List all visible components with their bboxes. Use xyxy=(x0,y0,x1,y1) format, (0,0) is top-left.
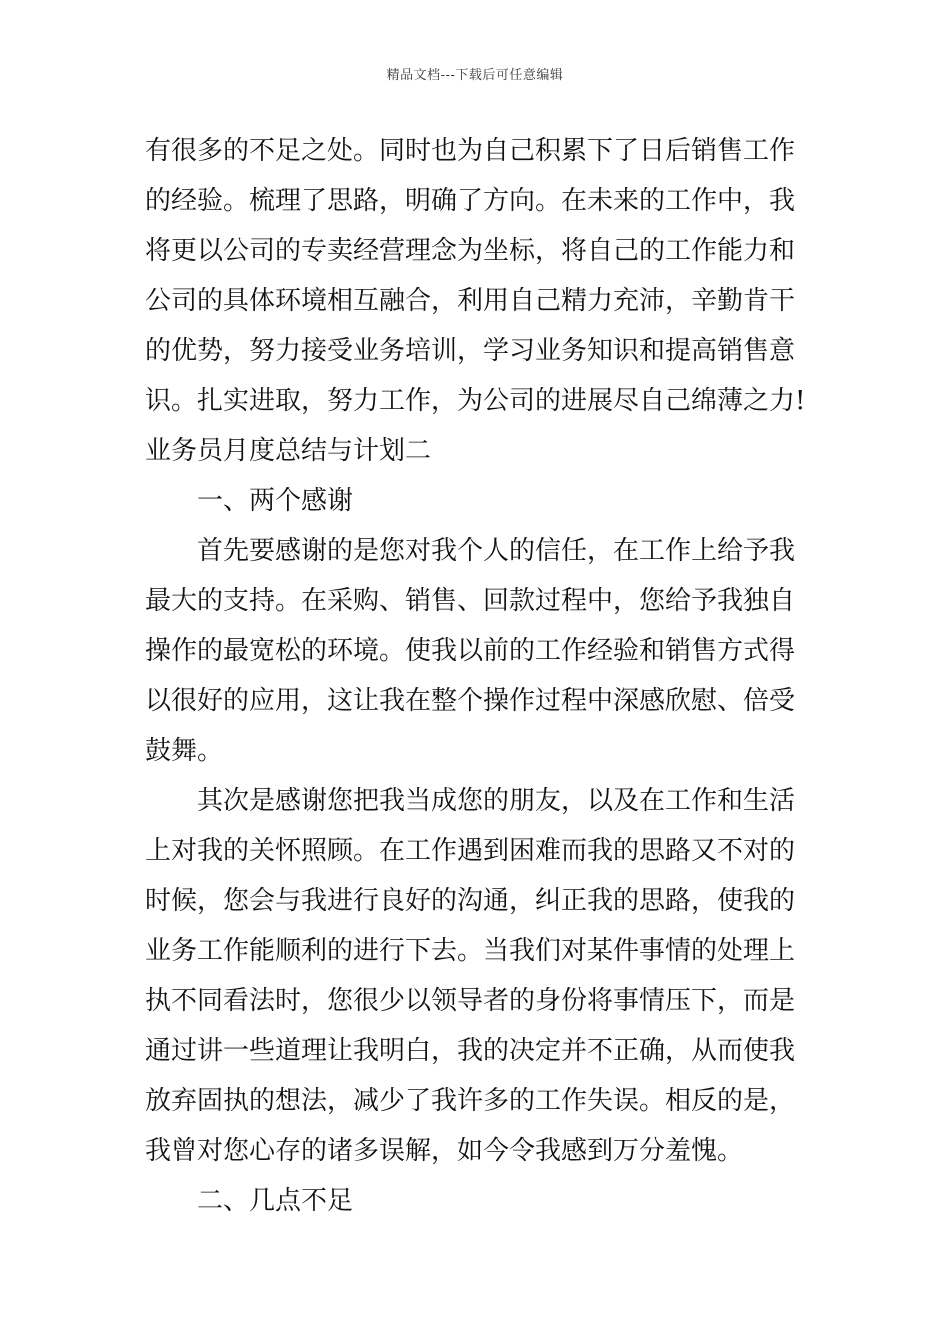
text-line: 放弃固执的想法，减少了我许多的工作失误。相反的是， xyxy=(145,1086,796,1116)
text-line: 通过讲一些道理让我明白，我的决定并不正确，从而使我 xyxy=(145,1036,796,1066)
text-line: 识。扎实进取，努力工作，为公司的进展尽自己绵薄之力! xyxy=(145,386,806,416)
text-line: 上对我的关怀照顾。在工作遇到困难而我的思路又不对的 xyxy=(145,836,796,866)
text-line: 以很好的应用，这让我在整个操作过程中深感欣慰、倍受 xyxy=(145,686,796,716)
text-line: 执不同看法时，您很少以领导者的身份将事情压下，而是 xyxy=(145,986,796,1016)
page-header: 精品文档---下载后可任意编辑 xyxy=(386,68,564,83)
section-heading: 一、两个感谢 xyxy=(197,486,354,516)
text-line: 的优势，努力接受业务培训，学习业务知识和提高销售意 xyxy=(145,336,796,366)
document-body xyxy=(145,126,815,1226)
text-line: 将更以公司的专卖经营理念为坐标，将自己的工作能力和 xyxy=(145,236,796,266)
text-line: 最大的支持。在采购、销售、回款过程中，您给予我独自 xyxy=(145,586,796,616)
text-line: 操作的最宽松的环境。使我以前的工作经验和销售方式得 xyxy=(145,636,796,666)
text-line: 业务工作能顺利的进行下去。当我们对某件事情的处理上 xyxy=(145,936,796,966)
text-line: 首先要感谢的是您对我个人的信任，在工作上给予我 xyxy=(197,536,796,566)
section-heading: 二、几点不足 xyxy=(197,1186,354,1216)
text-line: 我曾对您心存的诸多误解，如今令我感到万分羞愧。 xyxy=(145,1136,744,1166)
text-line: 有很多的不足之处。同时也为自己积累下了日后销售工作 xyxy=(145,136,796,166)
text-line: 时候，您会与我进行良好的沟通，纠正我的思路，使我的 xyxy=(145,886,796,916)
text-line: 其次是感谢您把我当成您的朋友，以及在工作和生活 xyxy=(197,786,796,816)
text-line: 公司的具体环境相互融合，利用自己精力充沛，辛勤肯干 xyxy=(145,286,796,316)
text-line: 的经验。梳理了思路，明确了方向。在未来的工作中，我 xyxy=(145,186,796,216)
section-title: 业务员月度总结与计划二 xyxy=(145,436,432,466)
text-line: 鼓舞。 xyxy=(145,736,224,766)
